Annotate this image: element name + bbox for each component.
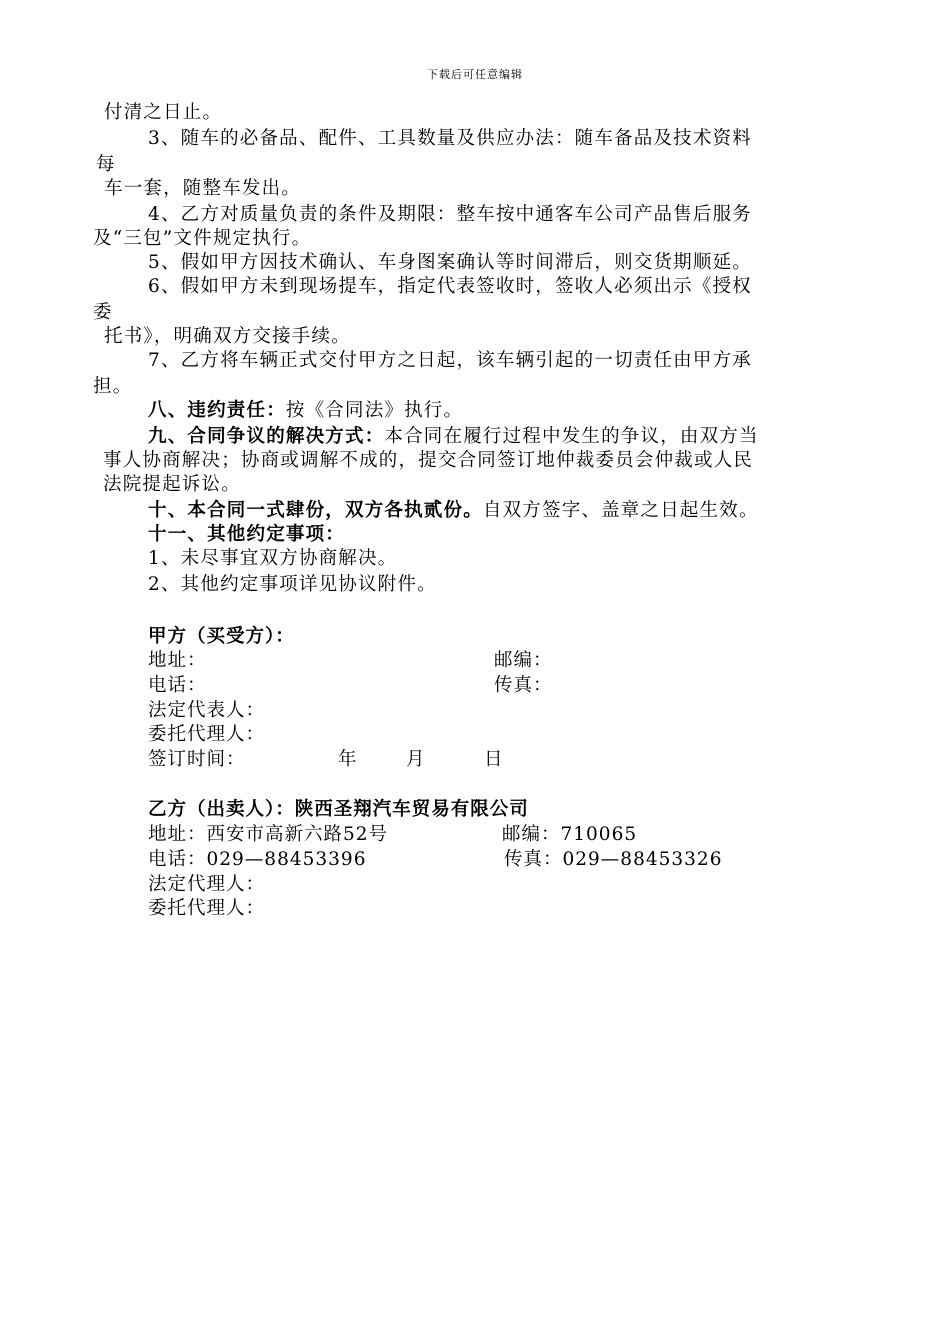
clause-9-text-1: 本合同在履行过程中发生的争议，由双方当 (384, 426, 759, 447)
party-b-fax: 传真：029—88453326 (504, 849, 723, 870)
clause-9 (148, 426, 759, 448)
party-a-postcode-label: 邮编： (494, 650, 553, 671)
clause-11-heading: 十一、其他约定事项： (148, 524, 346, 545)
clause-8-heading: 八、违约责任： (148, 400, 286, 421)
line-5: 4、乙方对质量负责的条件及期限：整车按中通客车公司产品售后服务 (148, 204, 752, 225)
line-8: 6、假如甲方未到现场提车，指定代表签收时，签收人必须出示《授权 (148, 276, 752, 297)
party-b-address: 地址：西安市高新六路52号 (148, 824, 389, 845)
line-12: 担。 (93, 376, 133, 397)
party-b-phone: 电话：029—88453396 (148, 849, 367, 870)
party-a-day: 日 (484, 749, 504, 770)
line-4: 车一套，随整车发出。 (104, 178, 302, 199)
party-a-legal-rep-label: 法定代表人： (148, 700, 266, 721)
clause-9-heading: 九、合同争议的解决方式： (148, 426, 385, 447)
party-a-agent-label: 委托代理人： (148, 724, 266, 745)
party-a-month: 月 (406, 749, 426, 770)
clause-10-heading: 十、本合同一式肆份，双方各执贰份。 (148, 500, 483, 521)
party-a-sign-date-label: 签订时间： (148, 749, 246, 770)
party-a-title: 甲方（买受方）： (148, 626, 295, 647)
party-b-postcode: 邮编：710065 (502, 824, 638, 845)
line-6: 及“三包”文件规定执行。 (93, 228, 312, 249)
party-a-phone-label: 电话： (148, 675, 207, 696)
party-b-legal-agent-label: 法定代理人： (148, 874, 266, 895)
page-header-note: 下载后可任意编辑 (427, 68, 523, 81)
clause-9-text-3: 法院提起诉讼。 (103, 474, 241, 495)
line-1: 付清之日止。 (104, 102, 223, 123)
line-10: 托书》，明确双方交接手续。 (104, 326, 351, 347)
line-11: 7、乙方将车辆正式交付甲方之日起，该车辆引起的一切责任由甲方承 (148, 350, 752, 371)
party-b-agent-label: 委托代理人： (148, 898, 266, 919)
party-a-year: 年 (338, 749, 358, 770)
party-a-address-label: 地址： (148, 650, 207, 671)
clause-11-item-2: 2、其他约定事项详见协议附件。 (148, 574, 437, 595)
party-b-title: 乙方（出卖人）：陕西圣翔汽车贸易有限公司 (148, 799, 529, 820)
line-9: 委 (93, 302, 113, 323)
line-2: 3、随车的必备品、配件、工具数量及供应办法：随车备品及技术资料 (148, 128, 752, 149)
clause-8 (148, 400, 463, 422)
party-a-fax-label: 传真： (494, 675, 553, 696)
clause-11-item-1: 1、未尽事宜双方协商解决。 (148, 548, 398, 569)
line-3: 每 (96, 154, 116, 175)
clause-10-text: 自双方签字、盖章之日起生效。 (482, 500, 759, 521)
line-7: 5、假如甲方因技术确认、车身图案确认等时间滞后，则交货期顺延。 (148, 252, 752, 273)
clause-9-text-2: 事人协商解决；协商或调解不成的，提交合同签订地仲裁委员会仲裁或人民 (103, 450, 754, 471)
clause-8-text: 按《合同法》执行。 (285, 400, 464, 421)
clause-10 (148, 500, 759, 522)
